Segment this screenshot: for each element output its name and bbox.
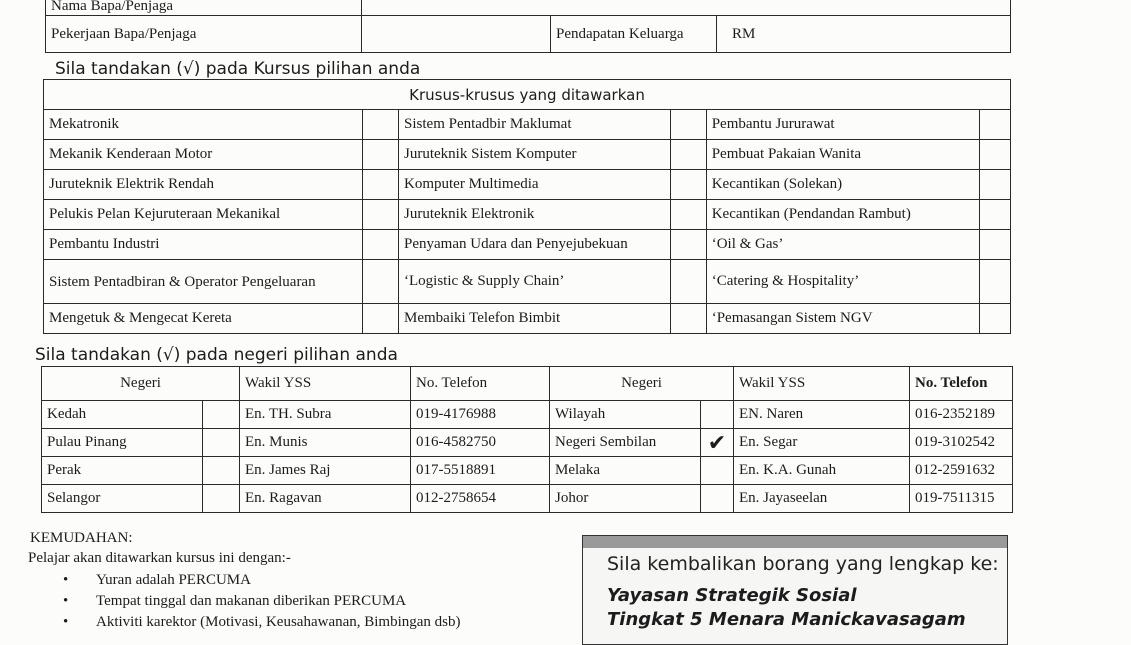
state-row <box>42 401 1013 429</box>
benefits-intro: Pelajar akan ditawarkan kursus ini dengan:- <box>28 550 291 566</box>
course-name: ‘Oil & Gas’ <box>706 230 980 260</box>
benefit-item: • Yuran adalah PERCUMA <box>30 572 461 593</box>
course-checkbox[interactable] <box>362 110 398 140</box>
benefit-item: • Tempat tinggal dan makanan diberikan PERCUMA <box>30 593 461 614</box>
rep-name: EN. Naren <box>734 401 910 429</box>
state-checkbox[interactable] <box>701 401 734 429</box>
course-name: Juruteknik Sistem Komputer <box>399 140 671 170</box>
return-box <box>582 535 1008 645</box>
course-checkbox[interactable] <box>362 140 398 170</box>
course-checkbox[interactable] <box>670 140 706 170</box>
course-checkbox[interactable] <box>670 304 706 334</box>
state-name: Kedah <box>42 401 203 429</box>
header-phone-right: No. Telefon <box>910 367 1013 401</box>
state-name: Melaka <box>550 457 701 485</box>
benefits-section <box>30 530 461 635</box>
course-name: Mekanik Kenderaan Motor <box>44 140 363 170</box>
parent-name-field[interactable] <box>362 0 1011 16</box>
header-phone-left: No. Telefon <box>411 367 550 401</box>
phone-number: 019-7511315 <box>910 485 1013 513</box>
course-checkbox[interactable] <box>670 200 706 230</box>
state-checkbox[interactable] <box>701 457 734 485</box>
course-checkbox[interactable] <box>670 110 706 140</box>
course-name: Membaiki Telefon Bimbit <box>399 304 671 334</box>
course-name: Mekatronik <box>44 110 363 140</box>
rep-name: En. James Raj <box>240 457 411 485</box>
course-name: Penyaman Udara dan Penyejubekuan <box>399 230 671 260</box>
state-name: Perak <box>42 457 203 485</box>
course-checkbox[interactable] <box>980 110 1011 140</box>
course-checkbox[interactable] <box>980 230 1011 260</box>
return-address: Tingkat 5 Menara Manickavasagam <box>607 609 966 630</box>
state-checkbox[interactable] <box>203 485 240 513</box>
course-row <box>44 110 1011 140</box>
rep-name: En. K.A. Gunah <box>734 457 910 485</box>
state-name: Selangor <box>42 485 203 513</box>
state-name: Negeri Sembilan <box>550 429 701 457</box>
header-rep-left: Wakil YSS <box>240 367 411 401</box>
return-text: Sila kembalikan borang yang lengkap ke: <box>607 553 999 575</box>
course-name: Mengetuk & Mengecat Kereta <box>44 304 363 334</box>
course-checkbox[interactable] <box>362 260 398 304</box>
course-checkbox[interactable] <box>670 170 706 200</box>
return-box-top-band <box>583 536 1007 548</box>
phone-number: 019-3102542 <box>910 429 1013 457</box>
course-checkbox[interactable] <box>362 230 398 260</box>
state-checkbox[interactable]: ✔ <box>701 429 734 457</box>
header-state-right: Negeri <box>550 367 734 401</box>
state-table <box>41 366 1013 513</box>
course-row <box>44 260 1011 304</box>
phone-number: 016-2352189 <box>910 401 1013 429</box>
course-name: Sistem Pentadbiran & Operator Pengeluaran <box>44 260 363 304</box>
phone-number: 012-2591632 <box>910 457 1013 485</box>
course-checkbox[interactable] <box>980 140 1011 170</box>
course-checkbox[interactable] <box>980 304 1011 334</box>
course-name: Kecantikan (Pendandan Rambut) <box>706 200 980 230</box>
parent-name-label: Nama Bapa/Penjaga <box>46 0 362 16</box>
course-row <box>44 170 1011 200</box>
state-row <box>42 485 1013 513</box>
course-name: Komputer Multimedia <box>399 170 671 200</box>
course-name: Juruteknik Elektronik <box>399 200 671 230</box>
state-checkbox[interactable] <box>203 401 240 429</box>
course-name: Pembantu Industri <box>44 230 363 260</box>
income-label: Pendapatan Keluarga <box>551 16 717 53</box>
state-instruction: Sila tandakan (√) pada negeri pilihan anda <box>35 345 398 365</box>
benefit-item: • Aktiviti karektor (Motivasi, Keusahawanan, Bimbingan dsb) <box>30 614 461 635</box>
state-name: Wilayah <box>550 401 701 429</box>
rep-name: En. Ragavan <box>240 485 411 513</box>
rep-name: En. Munis <box>240 429 411 457</box>
header-state-left: Negeri <box>42 367 240 401</box>
state-checkbox[interactable] <box>203 457 240 485</box>
parent-job-field[interactable] <box>362 16 551 53</box>
phone-number: 017-5518891 <box>411 457 550 485</box>
course-name: ‘Logistic & Supply Chain’ <box>399 260 671 304</box>
course-name: ‘Pemasangan Sistem NGV <box>706 304 980 334</box>
course-row <box>44 304 1011 334</box>
return-org: Yayasan Strategik Sosial <box>607 585 857 606</box>
course-checkbox[interactable] <box>980 170 1011 200</box>
course-table-header: Krusus-krusus yang ditawarkan <box>44 80 1011 110</box>
course-name: Pembantu Jururawat <box>706 110 980 140</box>
course-name: ‘Catering & Hospitality’ <box>706 260 980 304</box>
course-name: Pelukis Pelan Kejuruteraan Mekanikal <box>44 200 363 230</box>
rep-name: En. Jayaseelan <box>734 485 910 513</box>
course-row <box>44 140 1011 170</box>
rep-name: En. Segar <box>734 429 910 457</box>
course-name: Sistem Pentadbir Maklumat <box>399 110 671 140</box>
course-checkbox[interactable] <box>980 260 1011 304</box>
course-row <box>44 200 1011 230</box>
phone-number: 012-2758654 <box>411 485 550 513</box>
state-row <box>42 457 1013 485</box>
course-name: Pembuat Pakaian Wanita <box>706 140 980 170</box>
course-instruction: Sila tandakan (√) pada Kursus pilihan anda <box>55 59 421 79</box>
course-checkbox[interactable] <box>670 230 706 260</box>
state-checkbox[interactable] <box>701 485 734 513</box>
header-rep-right: Wakil YSS <box>734 367 910 401</box>
rep-name: En. TH. Subra <box>240 401 411 429</box>
state-name: Pulau Pinang <box>42 429 203 457</box>
phone-number: 016-4582750 <box>411 429 550 457</box>
state-name: Johor <box>550 485 701 513</box>
course-name: Kecantikan (Solekan) <box>706 170 980 200</box>
course-checkbox[interactable] <box>670 260 706 304</box>
course-row <box>44 230 1011 260</box>
parent-info-table <box>45 0 1011 53</box>
course-table <box>43 79 1011 334</box>
course-checkbox[interactable] <box>362 200 398 230</box>
benefits-list <box>30 572 461 635</box>
state-checkbox[interactable] <box>203 429 240 457</box>
benefits-title: KEMUDAHAN: <box>30 530 133 546</box>
parent-job-label: Pekerjaan Bapa/Penjaga <box>46 16 362 53</box>
course-checkbox[interactable] <box>980 200 1011 230</box>
state-row <box>42 429 1013 457</box>
course-name: Juruteknik Elektrik Rendah <box>44 170 363 200</box>
income-field[interactable]: RM <box>717 16 1011 53</box>
course-checkbox[interactable] <box>362 170 398 200</box>
phone-number: 019-4176988 <box>411 401 550 429</box>
course-checkbox[interactable] <box>362 304 398 334</box>
